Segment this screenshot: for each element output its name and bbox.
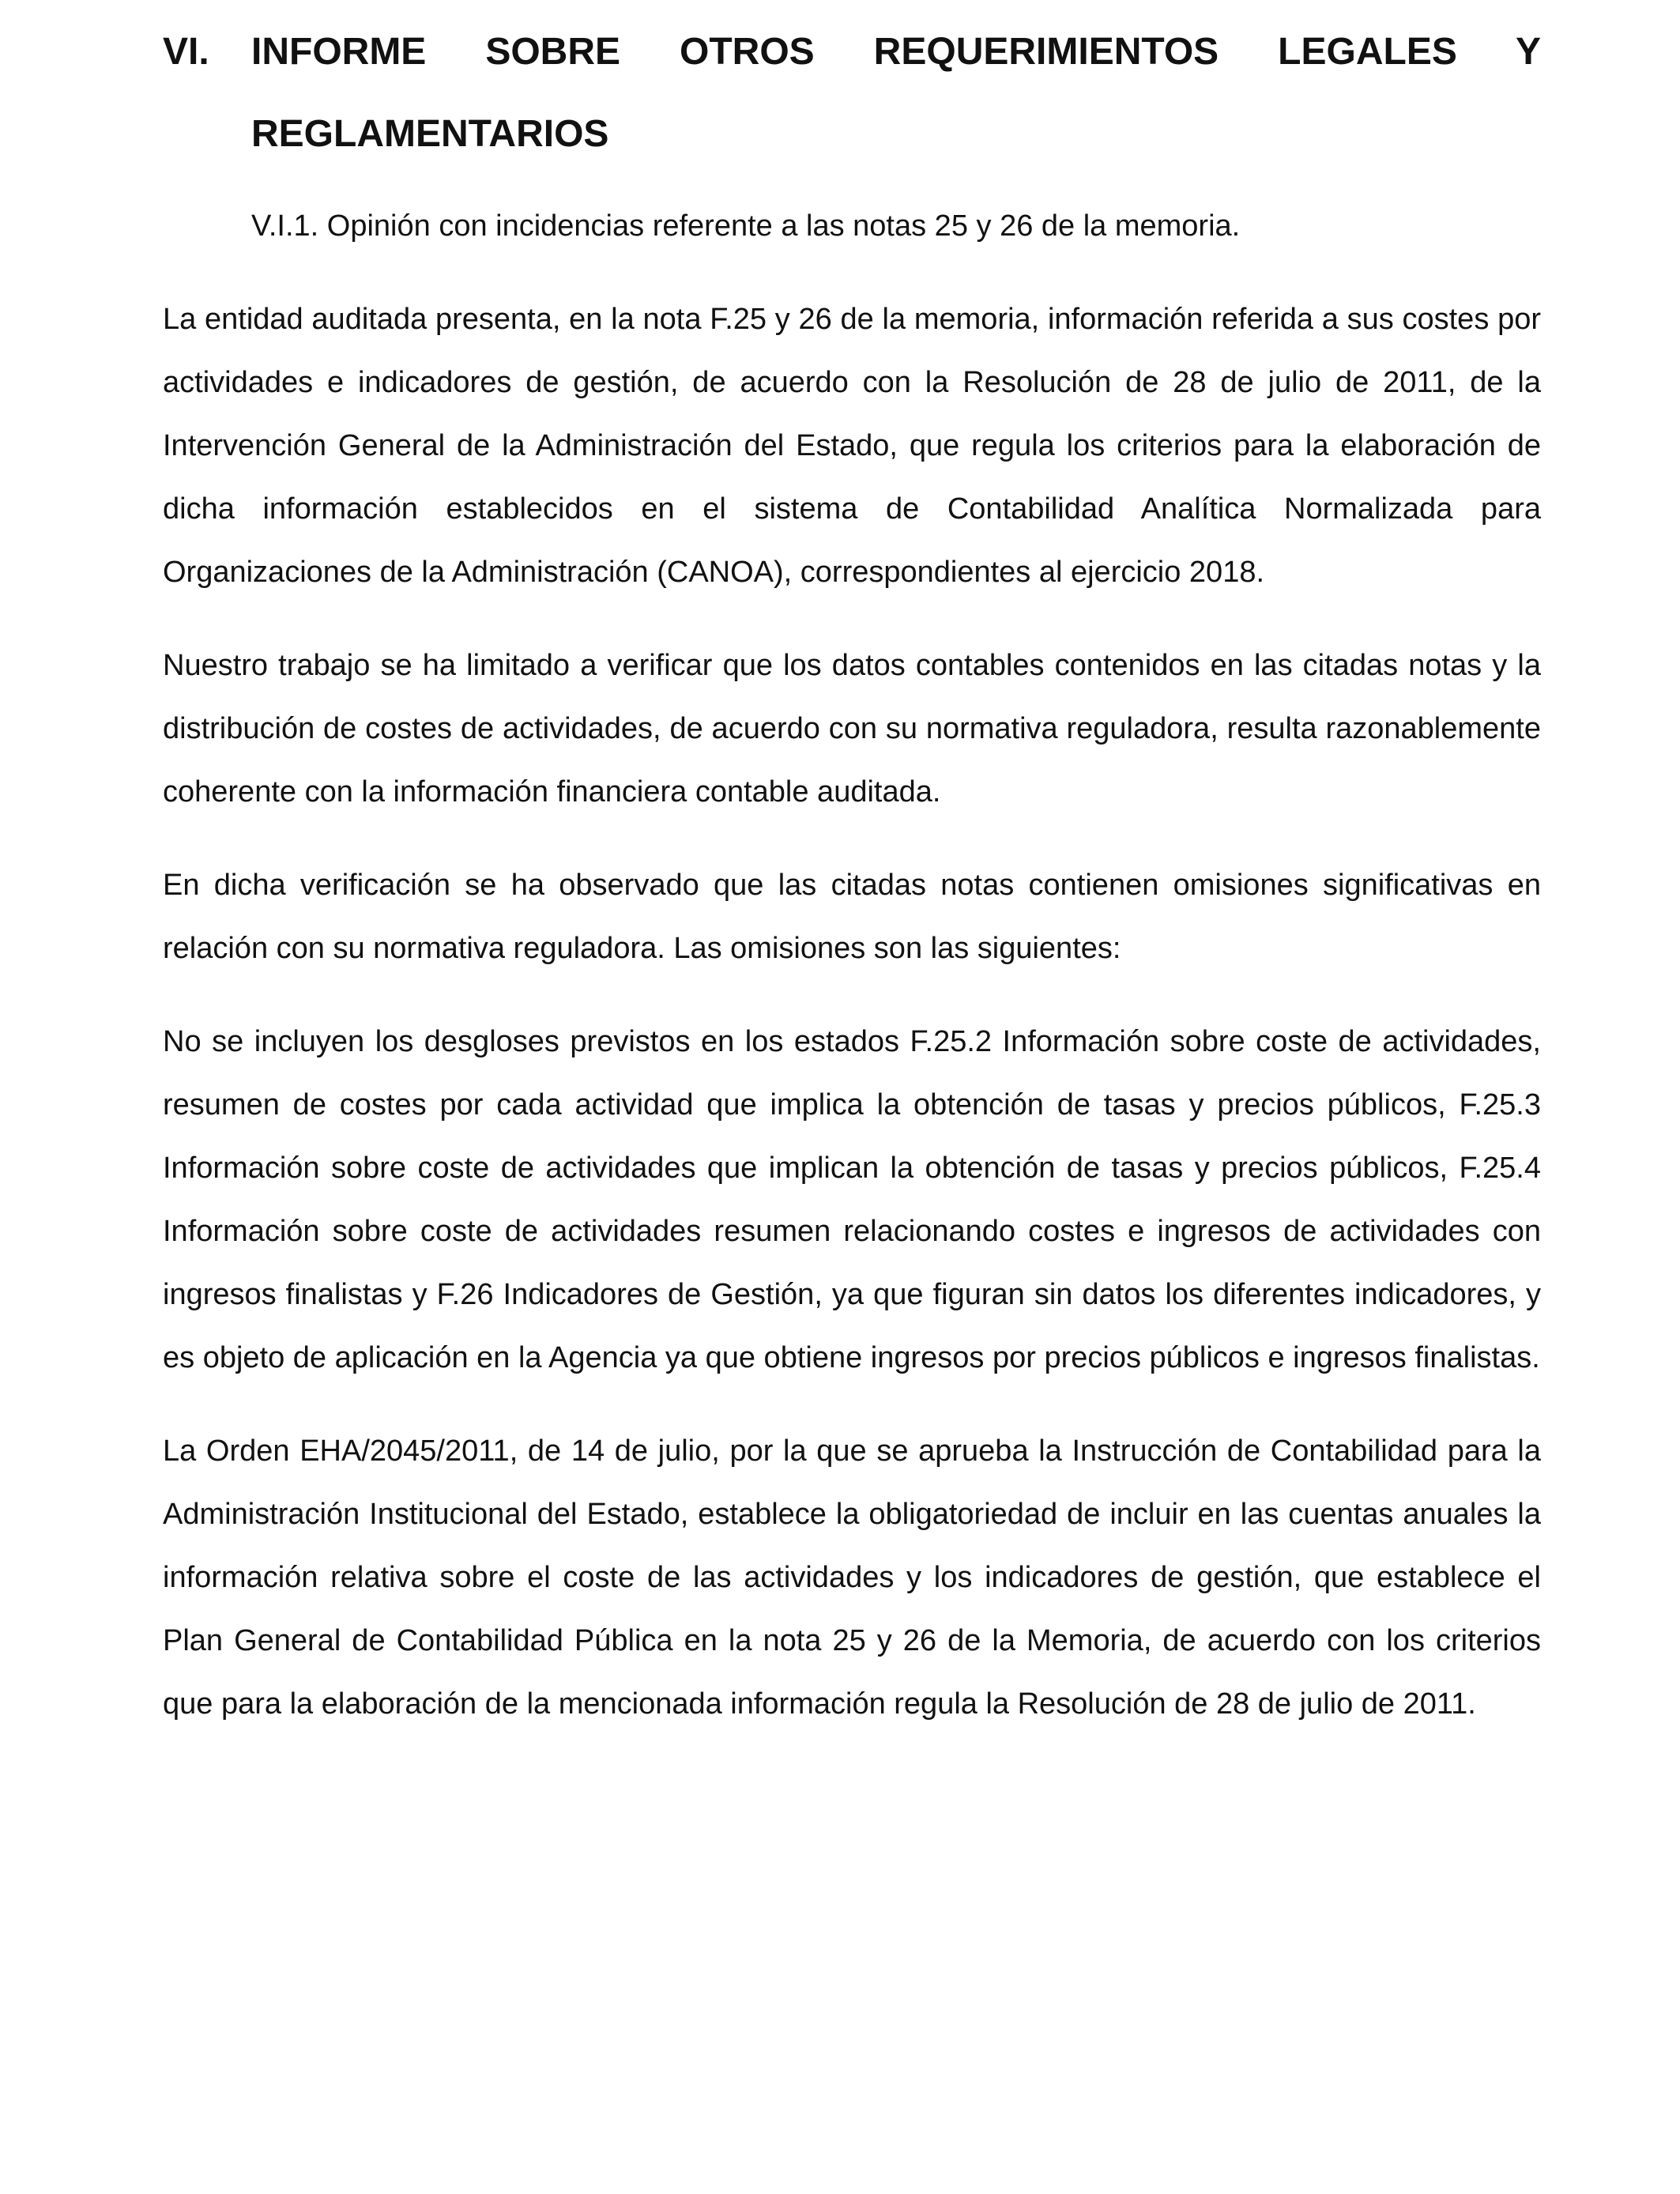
section-title: INFORME SOBRE OTROS REQUERIMIENTOS LEGALES Y REGLAMENTARIOS [251, 31, 1541, 155]
section-number: VI. [163, 31, 209, 73]
paragraph-scope: Nuestro trabajo se ha limitado a verificar que los datos contables contenidos en las citadas notas y la distribución de costes de actividades, de acuerdo con su normativa reguladora, resulta razonablemente coherente con la información financiera contable auditada. [163, 649, 1541, 809]
document-page [163, 0, 1541, 1766]
section-heading [163, 11, 1541, 175]
paragraph-legal-basis: La Orden EHA/2045/2011, de 14 de julio, por la que se aprueba la Instrucción de Contabilidad para la Administración Institucional del Estado, establece la obligatoriedad de incluir en las cuentas anuales la información relativa sobre el coste de las actividades y los indicadores de gestión, que establece el Plan General de Contabilidad Pública en la nota 25 y 26 de la Memoria, de acuerdo con los criterios que para la elaboración de la mencionada información regula la Resolución de 28 de julio de 2011. [163, 1434, 1541, 1721]
paragraph-canoa: La entidad auditada presenta, en la nota F.25 y 26 de la memoria, información referida a sus costes por actividades e indicadores de gestión, de acuerdo con la Resolución de 28 de julio de 2011, de la Intervención General de la Administración del Estado, que regula los criterios para la elaboración de dicha información establecidos en el sistema de Contabilidad Analítica Normalizada para Organizaciones de la Administración (CANOA), correspondientes al ejercicio 2018. [163, 303, 1541, 589]
paragraph-omissions-intro: En dicha verificación se ha observado que las citadas notas contienen omisiones significativas en relación con su normativa reguladora. Las omisiones son las siguientes: [163, 869, 1541, 965]
paragraph-omissions-list: No se incluyen los desgloses previstos en los estados F.25.2 Información sobre coste de actividades, resumen de costes por cada actividad que implica la obtención de tasas y precios públicos, F.25.3 Información sobre coste de actividades que implican la obtención de tasas y precios públicos, F.25.4 Información sobre coste de actividades resumen relacionando costes e ingresos de actividades con ingresos finalistas y F.26 Indicadores de Gestión, ya que figuran sin datos los diferentes indicadores, y es objeto de aplicación en la Agencia ya que obtiene ingresos por precios públicos e ingresos finalistas. [163, 1025, 1541, 1374]
subsection-title: V.I.1. Opinión con incidencias referente a las notas 25 y 26 de la memoria. [251, 209, 1241, 243]
